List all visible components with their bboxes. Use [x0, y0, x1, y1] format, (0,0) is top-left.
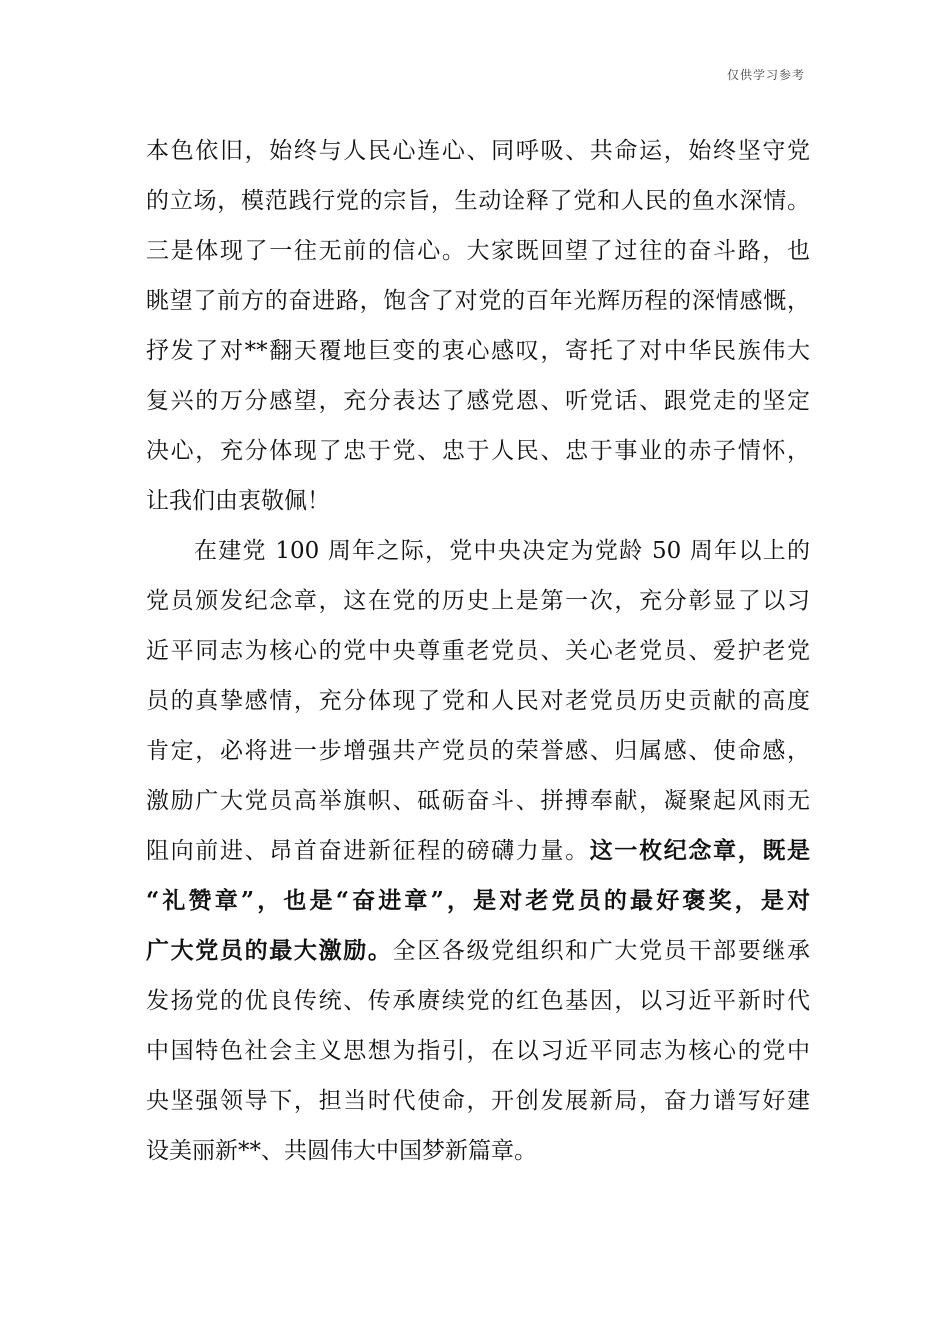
bold-text: 广大党员的最大激励。 — [146, 937, 393, 964]
text-line: 党员颁发纪念章，这在党的历史上是第一次，充分彰显了以习 — [146, 588, 810, 614]
text-line: 设美丽新**、共圆伟大中国梦新篇章。 — [146, 1138, 537, 1164]
text-line — [146, 926, 810, 976]
text-line: 决心，充分体现了忠于党、忠于人民、忠于事业的赤子情怀， — [146, 438, 810, 464]
bold-text-line: “礼赞章”，也是“奋进章”，是对老党员的最好褒奖，是对 — [146, 887, 810, 914]
text-line: 近平同志为核心的党中央尊重老党员、关心老党员、爱护老党 — [146, 638, 810, 664]
paragraph-1 — [146, 126, 810, 526]
text-line: 本色依旧，始终与人民心连心、同呼吸、共命运，始终坚守党 — [146, 138, 810, 164]
text-line: 在建党 100 周年之际，党中央决定为党龄 50 周年以上的 — [194, 538, 810, 564]
plain-text: 全区各级党组织和广大党员干部要继承 — [392, 938, 811, 964]
text-line: 央坚强领导下，担当时代使命，开创发展新局，奋力谱写好建 — [146, 1088, 810, 1114]
plain-text: 阻向前进、昂首奋进新征程的磅礴力量。 — [146, 838, 590, 864]
paragraph-2 — [146, 526, 810, 1176]
document-body — [146, 126, 810, 1176]
text-line — [146, 826, 810, 876]
text-line: 激励广大党员高举旗帜、砥砺奋斗、拼搏奉献，凝聚起风雨无 — [146, 788, 810, 814]
text-line: 复兴的万分感望，充分表达了感党恩、听党话、跟党走的坚定 — [146, 388, 810, 414]
text-line: 让我们由衷敬佩！ — [146, 488, 330, 514]
text-line: 三是体现了一往无前的信心。大家既回望了过往的奋斗路，也 — [146, 238, 810, 264]
page-header-note: 仅供学习参考 — [726, 68, 805, 82]
bold-text: 这一枚纪念章，既是 — [589, 837, 811, 864]
text-line: 抒发了对**翻天覆地巨变的衷心感叹，寄托了对中华民族伟大 — [146, 338, 810, 364]
text-line: 的立场，模范践行党的宗旨，生动诠释了党和人民的鱼水深情。 — [146, 188, 810, 214]
text-line: 肯定，必将进一步增强共产党员的荣誉感、归属感、使命感， — [146, 738, 810, 764]
text-line: 员的真挚感情，充分体现了党和人民对老党员历史贡献的高度 — [146, 688, 810, 714]
text-line: 发扬党的优良传统、传承赓续党的红色基因，以习近平新时代 — [146, 988, 810, 1014]
text-line: 中国特色社会主义思想为指引，在以习近平同志为核心的党中 — [146, 1038, 810, 1064]
text-line: 眺望了前方的奋进路，饱含了对党的百年光辉历程的深情感慨， — [146, 288, 810, 314]
